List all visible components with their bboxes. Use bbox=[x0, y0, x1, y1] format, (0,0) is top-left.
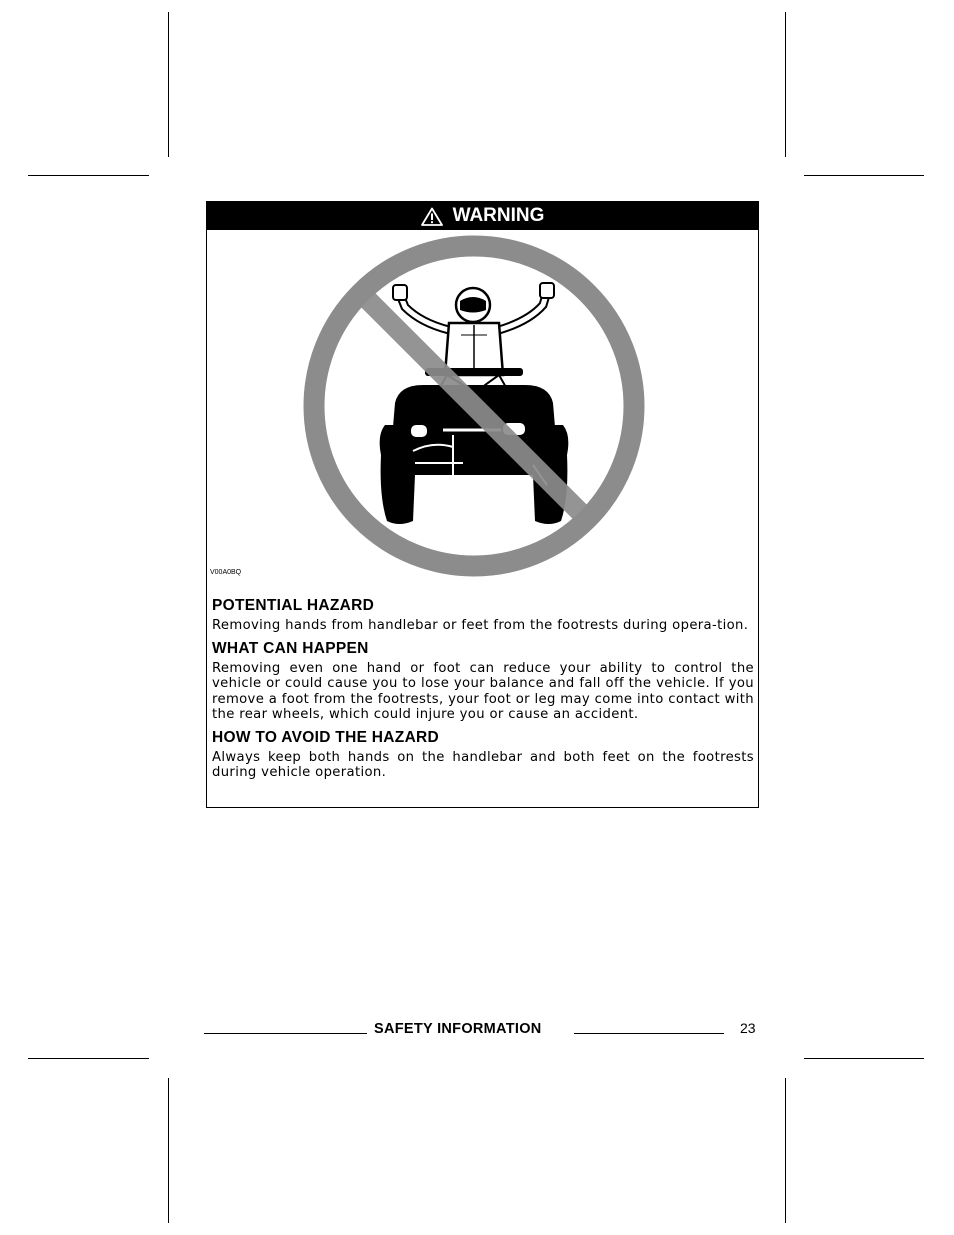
crop-mark-bottom-right-vertical bbox=[785, 1078, 786, 1223]
section-text-how-to-avoid: Always keep both hands on the handlebar and both feet on the footrests during vehicle operation. bbox=[212, 749, 754, 780]
no-hands-atv-illustration bbox=[303, 235, 645, 577]
atv-figure bbox=[380, 368, 569, 524]
crop-mark-top-right-vertical bbox=[785, 12, 786, 157]
warning-content bbox=[212, 596, 754, 786]
section-heading-potential-hazard: POTENTIAL HAZARD bbox=[212, 597, 375, 614]
warning-title: WARNING bbox=[452, 205, 545, 226]
crop-mark-bottom-left-horizontal bbox=[28, 1058, 149, 1059]
crop-mark-top-left-horizontal bbox=[28, 175, 149, 176]
warning-triangle-icon bbox=[421, 207, 443, 226]
footer-rule-right bbox=[574, 1033, 724, 1034]
page-number: 23 bbox=[740, 1020, 756, 1036]
section-text-what-can-happen: Removing even one hand or foot can reduce your ability to control the vehicle or could cause you to lose your balance and fall off the vehicle. If you remove a foot from the footrests, your foot or leg may come into contact with the rear wheels, which could injure you or cause an accident. bbox=[212, 660, 754, 722]
warning-header bbox=[207, 202, 758, 230]
section-text-potential-hazard: Removing hands from handlebar or feet from the footrests during opera-tion. bbox=[212, 618, 749, 633]
page-footer bbox=[204, 1019, 759, 1039]
section-heading-what-can-happen: WHAT CAN HAPPEN bbox=[212, 639, 369, 657]
crop-mark-bottom-left-vertical bbox=[168, 1078, 169, 1223]
crop-mark-top-left-vertical bbox=[168, 12, 169, 157]
crop-mark-bottom-right-horizontal bbox=[804, 1058, 924, 1059]
figure-code: V00A0BQ bbox=[210, 569, 242, 576]
warning-box bbox=[206, 201, 759, 808]
footer-rule-left bbox=[204, 1033, 367, 1034]
footer-section-title: SAFETY INFORMATION bbox=[374, 1021, 542, 1037]
crop-mark-top-right-horizontal bbox=[804, 175, 924, 176]
section-heading-how-to-avoid: HOW TO AVOID THE HAZARD bbox=[212, 728, 440, 746]
